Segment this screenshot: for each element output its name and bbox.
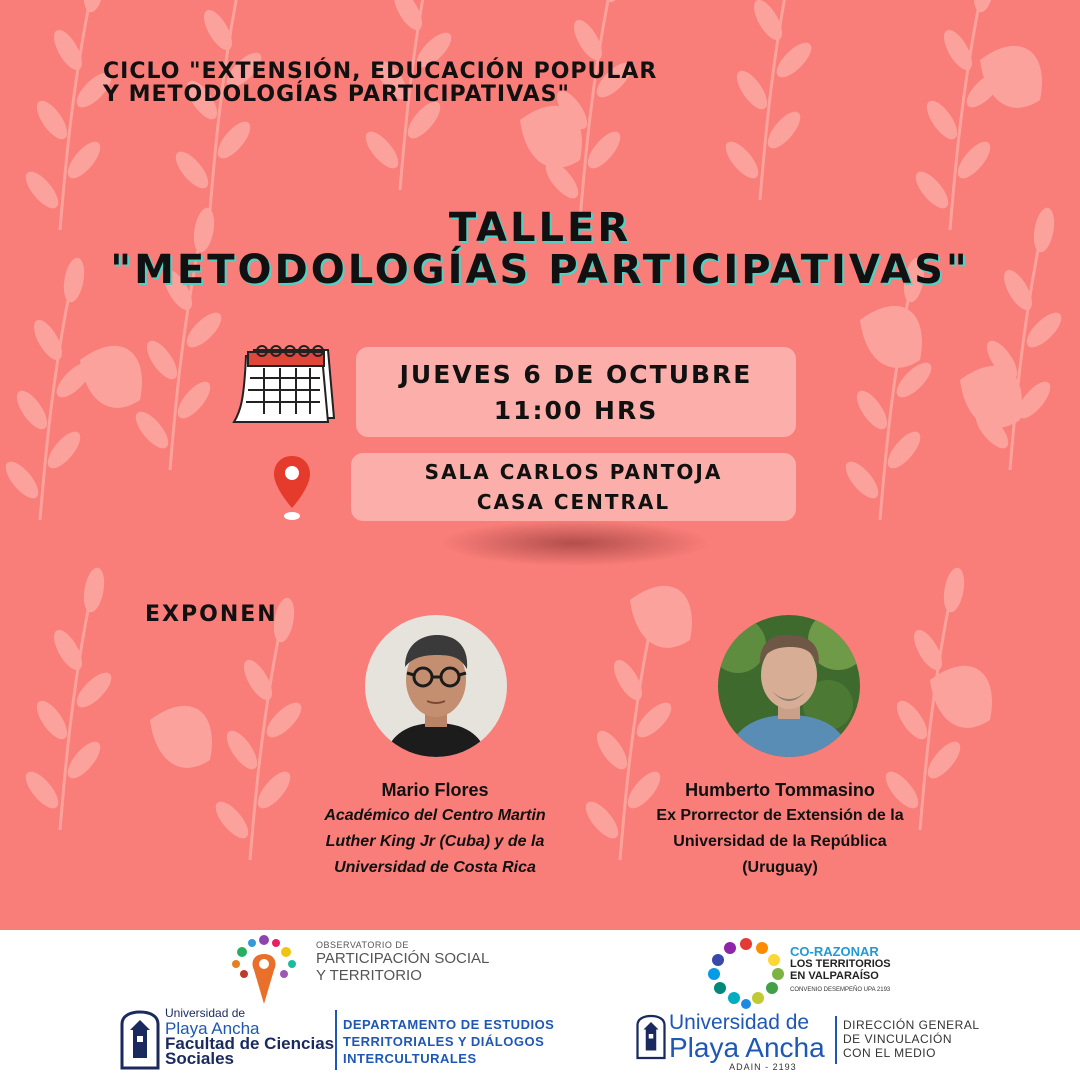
title-line-2: "METODOLOGÍAS PARTICIPATIVAS" bbox=[110, 247, 970, 293]
dept-line-3: INTERCULTURALES bbox=[343, 1051, 477, 1066]
upla2-line-1: Universidad de bbox=[669, 1011, 810, 1034]
calendar-icon bbox=[230, 342, 336, 426]
location-pin-icon bbox=[272, 454, 312, 522]
speaker-card-1 bbox=[290, 777, 580, 881]
venue-box-shadow bbox=[440, 520, 710, 566]
speaker-role-line-1: Académico del Centro Martin bbox=[324, 807, 546, 824]
upla-crest-icon bbox=[636, 1014, 666, 1060]
corazonar-title: CO-RAZONAR bbox=[790, 944, 879, 959]
venue-line-1: SALA CARLOS PANTOJA bbox=[424, 460, 723, 484]
upla-faculty-wordmark bbox=[165, 1006, 334, 1066]
upla2-code: ADAIN - 2193 bbox=[729, 1062, 797, 1072]
speakers-heading: EXPONEN bbox=[145, 602, 278, 627]
date-time-box bbox=[356, 347, 796, 437]
event-time: 11:00 HRS bbox=[493, 396, 659, 425]
dgv-line-1: DIRECCIÓN GENERAL bbox=[843, 1018, 980, 1032]
corazonar-logo bbox=[708, 936, 784, 1010]
divider bbox=[335, 1010, 337, 1070]
corazonar-text bbox=[790, 946, 891, 996]
dept-line-2: TERRITORIALES Y DIÁLOGOS bbox=[343, 1034, 545, 1049]
upla-wordmark bbox=[669, 1012, 825, 1072]
venue-line-2: CASA CENTRAL bbox=[476, 490, 671, 514]
upla-name: Playa Ancha bbox=[165, 1019, 260, 1038]
speaker-role-line-2: Luther King Jr (Cuba) y de la bbox=[325, 833, 545, 850]
event-date: JUEVES 6 DE OCTUBRE bbox=[399, 360, 753, 389]
speaker-name: Humberto Tommasino bbox=[685, 780, 875, 800]
cycle-line-2: Y METODOLOGÍAS PARTICIPATIVAS" bbox=[103, 82, 570, 107]
corazonar-small: CONVENIO DESEMPEÑO UPA 2193 bbox=[790, 987, 891, 993]
speaker-card-2 bbox=[630, 777, 930, 881]
title-line-1: TALLER bbox=[448, 205, 632, 251]
upla-faculty-2: Sociales bbox=[165, 1049, 234, 1068]
cycle-heading bbox=[103, 60, 657, 106]
speaker-role-line-3: (Uruguay) bbox=[742, 859, 818, 876]
observatorio-small: OBSERVATORIO DE bbox=[316, 940, 409, 950]
upla2-line-2: Playa Ancha bbox=[669, 1032, 825, 1063]
speaker-role-line-3: Universidad de Costa Rica bbox=[334, 859, 536, 876]
speaker-name: Mario Flores bbox=[381, 780, 489, 800]
upla-crest-icon bbox=[120, 1010, 160, 1070]
observatorio-text bbox=[316, 940, 489, 984]
speaker-role-line-1: Ex Prorrector de Extensión de la bbox=[656, 807, 904, 824]
observatorio-logo bbox=[226, 932, 302, 1006]
corazonar-line-2: EN VALPARAÍSO bbox=[790, 970, 879, 982]
speaker-photo-mario-flores bbox=[365, 615, 507, 757]
upla-small: Universidad de bbox=[165, 1006, 246, 1020]
dept-line-1: DEPARTAMENTO DE ESTUDIOS bbox=[343, 1017, 555, 1032]
speaker-role-line-2: Universidad de la República bbox=[673, 833, 887, 850]
dgv-line-3: CON EL MEDIO bbox=[843, 1046, 936, 1060]
speaker-photo-humberto-tommasino bbox=[718, 615, 860, 757]
venue-box bbox=[351, 453, 796, 521]
workshop-title bbox=[0, 207, 1080, 291]
observatorio-line-2: Y TERRITORIO bbox=[316, 967, 422, 984]
corazonar-line-1: LOS TERRITORIOS bbox=[790, 958, 891, 970]
dgv-line-2: DE VINCULACIÓN bbox=[843, 1032, 953, 1046]
upla-faculty-1: Facultad de Ciencias bbox=[165, 1034, 335, 1053]
department-name bbox=[343, 1016, 554, 1067]
divider bbox=[835, 1016, 837, 1064]
cycle-line-1: CICLO "EXTENSIÓN, EDUCACIÓN POPULAR bbox=[103, 59, 658, 84]
observatorio-line-1: PARTICIPACIÓN SOCIAL bbox=[316, 950, 490, 967]
dgv-name bbox=[843, 1018, 980, 1060]
